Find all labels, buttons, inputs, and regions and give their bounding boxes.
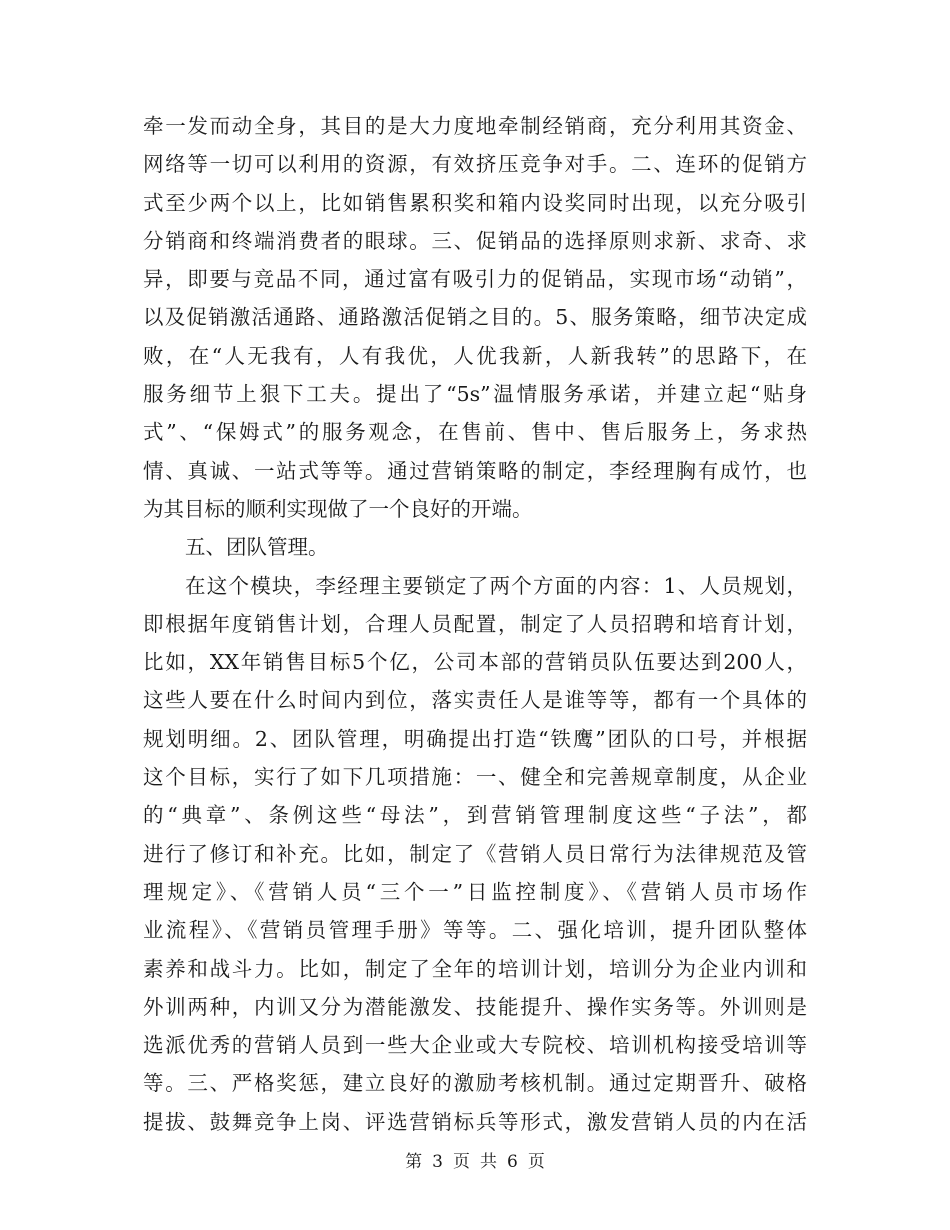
text-line: 服务细节上狠下工夫。提出了“5s”温情服务承诺，并建立起“贴身 xyxy=(143,382,807,407)
text-line: 牵一发而动全身，其目的是大力度地牵制经销商，充分利用其资金、 xyxy=(143,114,807,138)
text-line: 败，在“人无我有，人有我优，人优我新，人新我转”的思路下，在 xyxy=(143,343,807,368)
section-heading: 五、团队管理。 xyxy=(185,535,329,560)
text-line: 这个目标，实行了如下几项措施：一、健全和完善规章制度，从企业 xyxy=(143,765,807,790)
text-line: 为其目标的顺利实现做了一个良好的开端。 xyxy=(143,496,533,521)
text-line: 外训两种，内训又分为潜能激发、技能提升、操作实务等。外训则是 xyxy=(143,994,807,1019)
page-label-mid: 页 xyxy=(453,1152,470,1172)
text-line: 分销商和终端消费者的眼球。三、促销品的选择原则求新、求奇、求 xyxy=(143,228,807,253)
total-label: 共 xyxy=(480,1152,497,1172)
text-line: 提拔、鼓舞竞争上岗、评选营销标兵等形式，激发营销人员的内在活 xyxy=(143,1109,807,1134)
text-line: 网络等一切可以利用的资源，有效挤压竞争对手。二、连环的促销方 xyxy=(143,152,807,177)
text-line: 异，即要与竞品不同，通过富有吸引力的促销品，实现市场“动销”， xyxy=(143,267,807,292)
page-label-prefix: 第 xyxy=(405,1152,423,1172)
text-line: 在这个模块，李经理主要锁定了两个方面的内容：1、人员规划， xyxy=(185,573,807,598)
text-line: 式”、“保姆式”的服务观念，在售前、售中、售后服务上，务求热 xyxy=(143,420,807,445)
text-line: 即根据年度销售计划，合理人员配置，制定了人员招聘和培育计划， xyxy=(143,611,807,636)
text-line: 式至少两个以上，比如销售累积奖和箱内设奖同时出现，以充分吸引 xyxy=(143,190,807,215)
page-label-suffix: 页 xyxy=(527,1152,545,1172)
text-line: 理规定》、《营销人员“三个一”日监控制度》、《营销人员市场作 xyxy=(143,879,807,904)
page-footer xyxy=(0,1150,950,1174)
text-line: 进行了修订和补充。比如，制定了《营销人员日常行为法律规范及管 xyxy=(143,841,807,866)
text-line: 的“典章”、条例这些“母法”，到营销管理制度这些“子法”，都 xyxy=(143,803,807,828)
text-line: 这些人要在什么时间内到位，落实责任人是谁等等，都有一个具体的 xyxy=(143,688,807,713)
text-line: 规划明细。2、团队管理，明确提出打造“铁鹰”团队的口号，并根据 xyxy=(143,726,807,751)
text-line: 选派优秀的营销人员到一些大企业或大专院校、培训机构接受培训等 xyxy=(143,1033,807,1058)
text-line: 等。三、严格奖惩，建立良好的激励考核机制。通过定期晋升、破格 xyxy=(143,1071,807,1096)
text-line: 情、真诚、一站式等等。通过营销策略的制定，李经理胸有成竹，也 xyxy=(143,458,807,483)
body-text xyxy=(143,107,807,1141)
total-pages-number: 6 xyxy=(507,1152,518,1172)
text-line: 素养和战斗力。比如，制定了全年的培训计划，培训分为企业内训和 xyxy=(143,956,807,981)
text-line: 业流程》、《营销员管理手册》等等。二、强化培训，提升团队整体 xyxy=(143,918,807,943)
current-page-number: 3 xyxy=(432,1152,443,1172)
text-line: 以及促销激活通路、通路激活促销之目的。5、服务策略，细节决定成 xyxy=(143,305,807,330)
text-line: 比如，XX年销售目标5个亿，公司本部的营销员队伍要达到200人， xyxy=(143,650,807,675)
